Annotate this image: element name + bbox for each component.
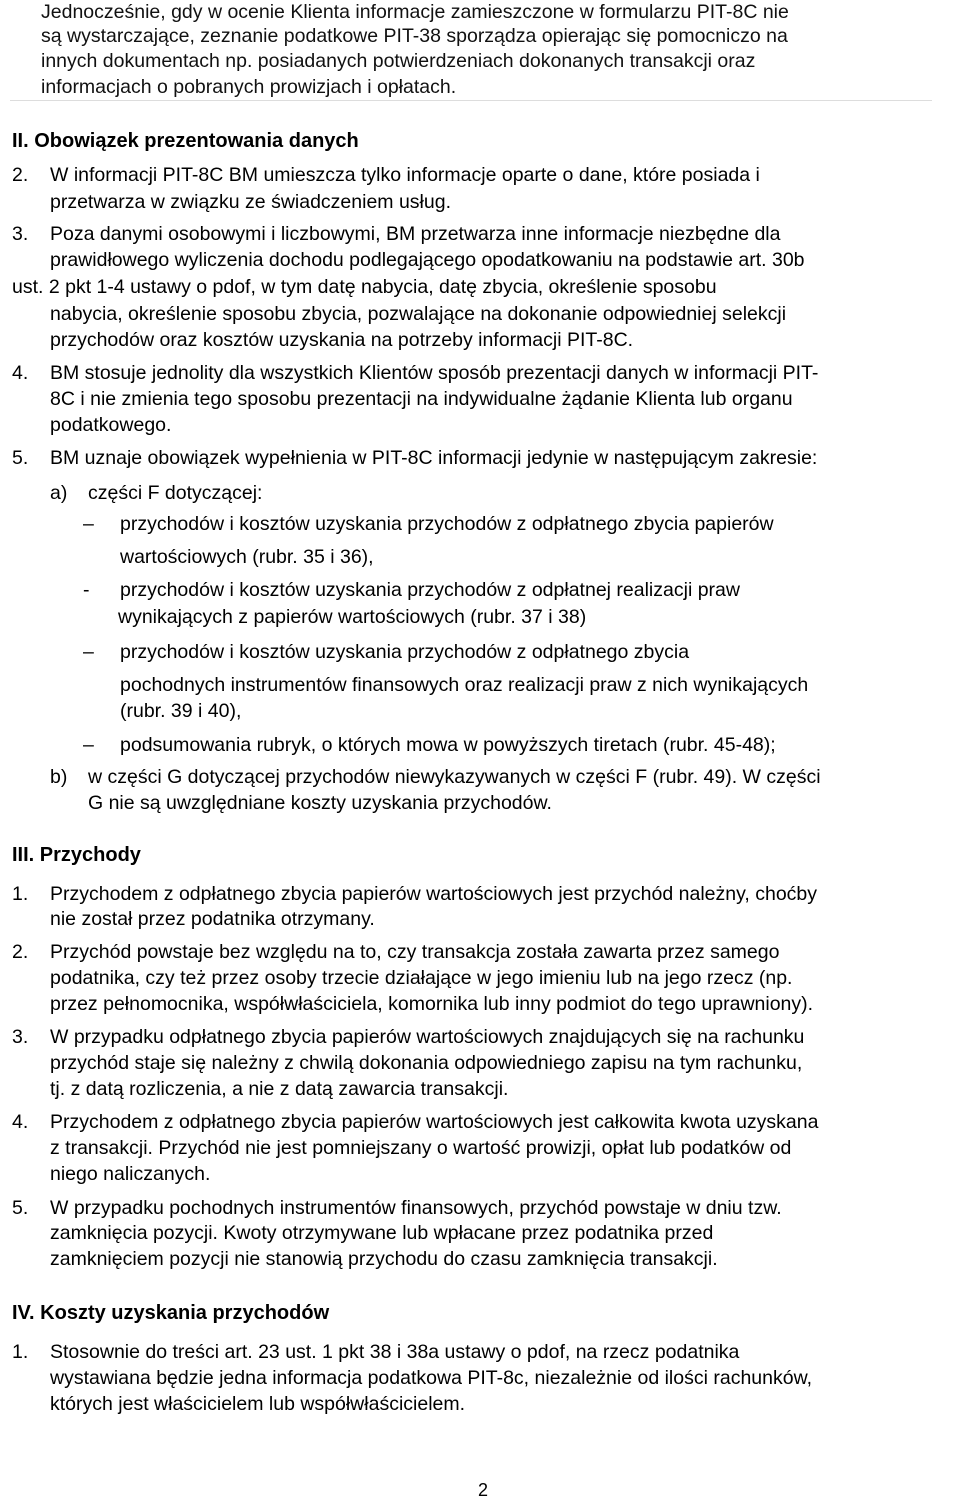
item-line: nie został przez podatnika otrzymany. (50, 908, 375, 930)
item-number: 1. (12, 1341, 29, 1363)
item-line: Poza danymi osobowymi i liczbowymi, BM przetwarza inne informacje niezbędne dla (50, 223, 781, 245)
sub-item-text: części F dotyczącej: (88, 482, 263, 504)
item-line: Przychodem z odpłatnego zbycia papierów wartościowych jest przychód należny, choćby (50, 883, 818, 905)
page-number: 2 (478, 1480, 489, 1500)
item-line: BM uznaje obowiązek wypełnienia w PIT-8C informacji jedynie w następującym zakresie: (50, 447, 818, 469)
item-line: W przypadku odpłatnego zbycia papierów wartościowych znajdujących się na rachunku (50, 1026, 805, 1048)
sub-item-marker: a) (50, 482, 68, 504)
dash-marker: – (83, 734, 94, 756)
intro-line: informacjach o pobranych prowizjach i opłatach. (41, 76, 457, 98)
item-number: 5. (12, 1197, 29, 1219)
item-line: Przychodem z odpłatnego zbycia papierów wartościowych jest całkowita kwota uzyskana (50, 1111, 819, 1133)
item-line: których jest właścicielem lub współwłaścicielem. (50, 1393, 466, 1415)
item-line: BM stosuje jednolity dla wszystkich Klientów sposób prezentacji danych w informacji PIT- (50, 362, 819, 384)
item-line: wystawiana będzie jedna informacja podatkowa PIT-8c, niezależnie od ilości rachunków, (50, 1367, 813, 1389)
item-number: 4. (12, 362, 29, 384)
item-line: podatkowego. (50, 414, 172, 436)
intro-line: innych dokumentach np. posiadanych potwierdzeniach dokonanych transakcji oraz (41, 50, 756, 72)
dash-line: podsumowania rubryk, o których mowa w powyższych tiretach (rubr. 45-48); (120, 734, 776, 756)
item-line: zamknięcia pozycji. Kwoty otrzymywane lub wpłacane przez podatnika przed (50, 1222, 714, 1244)
item-line: zamknięciem pozycji nie stanowią przychodu do czasu zamknięcia transakcji. (50, 1248, 718, 1270)
item-number: 2. (12, 941, 29, 963)
item-number: 1. (12, 883, 29, 905)
item-line: prawidłowego wyliczenia dochodu podlegającego opodatkowaniu na podstawie art. 30b (50, 249, 805, 271)
item-number: 5. (12, 447, 29, 469)
item-line: ust. 2 pkt 1-4 ustawy o pdof, w tym datę nabycia, datę zbycia, określenie sposobu (12, 276, 717, 298)
divider (10, 100, 932, 101)
dash-line: przychodów i kosztów uzyskania przychodów z odpłatnej realizacji praw (120, 579, 740, 601)
section-heading: IV. Koszty uzyskania przychodów (12, 1302, 330, 1324)
dash-line: przychodów i kosztów uzyskania przychodów z odpłatnego zbycia papierów (120, 513, 774, 535)
sub-item-line: w części G dotyczącej przychodów niewykazywanych w części F (rubr. 49). W części (88, 766, 821, 788)
item-line: przetwarza w związku ze świadczeniem usług. (50, 191, 451, 213)
item-line: przychodów oraz kosztów uzyskania na potrzeby informacji PIT-8C. (50, 329, 634, 351)
dash-marker: – (83, 513, 94, 535)
item-line: przychód staje się należny z chwilą dokonania odpowiedniego zapisu na tym rachunku, (50, 1052, 803, 1074)
item-line: nabycia, określenie sposobu zbycia, pozwalające na dokonanie odpowiedniej selekcji (50, 303, 787, 325)
item-line: przez pełnomocnika, współwłaściciela, komornika lub inny podmiot do tego uprawniony). (50, 993, 814, 1015)
item-line: tj. z datą rozliczenia, a nie z datą zawarcia transakcji. (50, 1078, 509, 1100)
item-line: Stosownie do treści art. 23 ust. 1 pkt 38 i 38a ustawy o pdof, na rzecz podatnika (50, 1341, 740, 1363)
dash-line: pochodnych instrumentów finansowych oraz realizacji praw z nich wynikających (120, 674, 809, 696)
intro-line: Jednocześnie, gdy w ocenie Klienta informacje zamieszczone w formularzu PIT-8C nie (41, 1, 789, 23)
sub-item-line: G nie są uwzględniane koszty uzyskania przychodów. (88, 792, 552, 814)
item-line: podatnika, czy też przez osoby trzecie działające w jego imieniu lub na jego rzecz (np. (50, 967, 793, 989)
item-number: 3. (12, 1026, 29, 1048)
dash-marker: - (83, 579, 90, 601)
item-number: 2. (12, 164, 29, 186)
item-line: W przypadku pochodnych instrumentów finansowych, przychód powstaje w dniu tzw. (50, 1197, 782, 1219)
dash-marker: – (83, 641, 94, 663)
section-heading: III. Przychody (12, 844, 141, 866)
intro-line: są wystarczające, zeznanie podatkowe PIT-38 sporządza opierając się pomocniczo na (41, 25, 788, 47)
item-line: W informacji PIT-8C BM umieszcza tylko informacje oparte o dane, które posiada i (50, 164, 760, 186)
item-line: z transakcji. Przychód nie jest pomniejszany o wartość prowizji, opłat lub podatków od (50, 1137, 792, 1159)
dash-line: wartościowych (rubr. 35 i 36), (120, 546, 374, 568)
dash-line: wynikających z papierów wartościowych (rubr. 37 i 38) (118, 606, 587, 628)
sub-item-marker: b) (50, 766, 68, 788)
item-number: 4. (12, 1111, 29, 1133)
dash-line: (rubr. 39 i 40), (120, 700, 242, 722)
dash-line: przychodów i kosztów uzyskania przychodów z odpłatnego zbycia (120, 641, 690, 663)
section-heading: II. Obowiązek prezentowania danych (12, 130, 359, 152)
item-line: 8C i nie zmienia tego sposobu prezentacji na indywidualne żądanie Klienta lub organu (50, 388, 793, 410)
item-line: Przychód powstaje bez względu na to, czy transakcja została zawarta przez samego (50, 941, 780, 963)
item-number: 3. (12, 223, 29, 245)
item-line: niego naliczanych. (50, 1163, 211, 1185)
